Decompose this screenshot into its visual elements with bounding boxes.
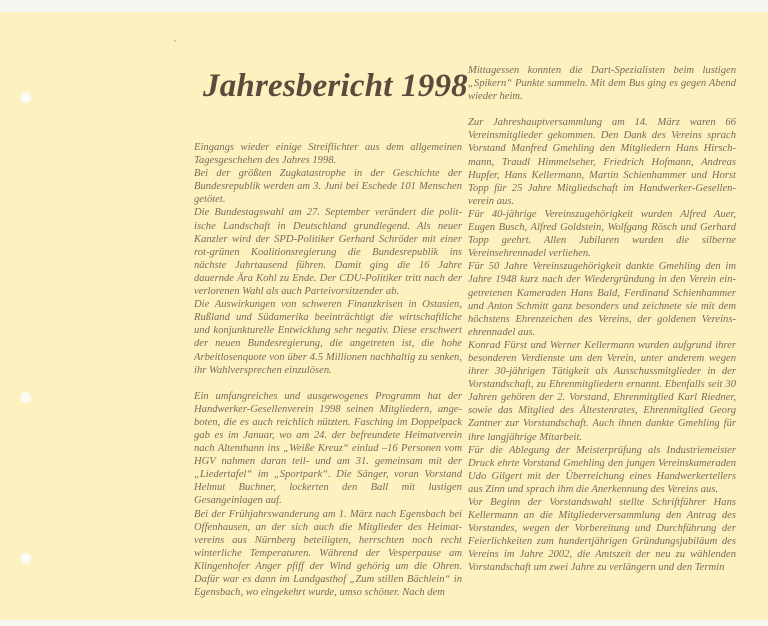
punch-hole — [20, 553, 31, 564]
paragraph: Für 40-jährige Vereinszugehörigkeit wurden Alfred Auer, Eugen Busch, Alfred Goldstein, Wolfgang Rösch und Gerhard Topp geehrt. Allen Jubilaren wurden die silberne Vereinsehrennadel verliehen. — [468, 208, 736, 260]
paragraph: Mittagessen konnten die Dart-Spezialisten beim lustigen „Spikern“ Punkte sammeln. Mit dem Bus ging es gegen Abend wieder heim. — [468, 65, 736, 103]
paragraph: Ein umfangreiches und ausgewogenes Programm hat der Handwerker-Gesellenverein 1998 seinen Mitgliedern, angeboten, die es auch reichlich nützten. Fasching im Doppelpack gab es im Januar, wo am 24. der befreundete Heimatverein nach Altenthann ins „Weiße Kreuz“ einlud –16 Personen vom HGV nahmen daran teil- und am 31. gemeinsam mit der „Liedertafel“ im „Sportpark“. Die Sänger, voran Vorstand Helmut Buchner, lockerten den Ball mit lustigen Gesangeinlagen auf. — [194, 390, 462, 507]
paragraph: Vor Beginn der Vorstandswahl stellte Schriftführer Hans Kellermann an die Mitgliederversammlung den Antrag des Vorstandes, wegen der Vorbereitung und Durchführung der Feierlichkeiten zum hundertjährigen Gründungsjubiläum des Vereins im Jahre 2002, die Amtszeit der neu zu wählenden Vorstandschaft um zwei Jahre zu verlängern und den Termin — [468, 497, 736, 574]
paragraph: Eingangs wieder einige Streiflichter aus dem allgemeinen Tagesgeschehen des Jahres 1998. — [194, 142, 462, 167]
right-column — [468, 64, 736, 575]
paragraph: Zur Jahreshauptversammlung am 14. März waren 66 Vereinsmitglieder gekommen. Den Dank des Vereins sprach Vorstand Manfred Gmehling den Mitgliedern Hans Hirschmann, Traudl Himmelseher, Friedrich Hofmann, Andreas Hupfer, Hans Kellermann, Martin Schienhammer und Horst Topp für 25 Jahre Mitgliedschaft im Handwerker-Gesellenverein aus. — [468, 117, 736, 207]
paragraph: Bei der größten Zugkatastrophe in der Geschichte der Bundesrepublik werden am 3. Juni bei Eschede 101 Menschen getötet. — [194, 168, 462, 206]
paragraph: Bei der Frühjahrswanderung am 1. März nach Egensbach bei Offenhausen, an der sich auch die Mitglieder des Heimatvereins aus Nürnberg beteiligten, herrschten noch recht winterliche Temperaturen. Während der Vesperpause am Klingenhofer Anger pfiff der Wind gehörig um die Ohren. Dafür war es dann im Landgasthof „Zum stillen Bächlein“ in Egensbach, wo eingekehrt wurde, umso schöner. Nach dem — [194, 508, 462, 599]
paper-speck — [174, 40, 176, 42]
punch-hole — [20, 392, 31, 403]
paragraph: Die Bundestagswahl am 27. September verändert die politische Landschaft in Deutschland grundlegend. Als neuer Kanzler wird der SPD-Politiker Gerhard Schröder mit einer rot-grünen Koalitionsregierung die Bundesrepublik ins nächste Jahrtausend führen. Damit ging die 16 Jahre dauernde Ära Kohl zu Ende. Der CDU-Politiker tritt nach der verlorenen Wahl als auch Parteivorsitzender ab. — [194, 207, 462, 298]
paragraph: Für 50 Jahre Vereinszugehörigkeit dankte Gmehling den im Jahre 1948 kurz nach der Wiedergründung in den Verein eingetretenen Kameraden Hans Bald, Ferdinand Schienhammer und Anton Schmitt ganz besonders und zeichnete sie mit dem höchstens Ehrenzeichen des Vereins, der goldenen Vereinsehrennadel aus. — [468, 261, 736, 338]
paragraph: Für die Ablegung der Meisterprüfung als Industriemeister Druck ehrte Vorstand Gmehling den jungen Vereinskameraden Udo Gilgert mit der Überreichung eines Handwerkertellers aus Zinn und sprach ihm die Anerkennung des Vereins aus. — [468, 444, 736, 495]
paragraph: Konrad Fürst und Werner Kellermann wurden aufgrund ihrer besonderen Verdienste um den Verein, unter anderem wegen ihrer 30-jährigen Tätigkeit als Ausschussmitglieder in der Vorstandschaft, zu Ehrenmitgliedern ernannt. Ebenfalls seit 30 Jahren gehören der 2. Vorstand, Ehrenmitglied Karl Riedner, sowie das Mitglied des Ältestenrates, Ehrenmitglied Georg Zantner zur Vorstandschaft. Auch ihnen dankte Gmehling für ihre langjährige Mitarbeit. — [468, 339, 736, 443]
page-title: Jahresbericht 1998 — [203, 68, 468, 104]
punch-hole — [20, 92, 31, 103]
paragraph: Die Auswirkungen von schweren Finanzkrisen in Ostasien, Rußland und Südamerika beeinträchtigt die wirtschaftliche und konjunkturelle Entwicklung sehr negativ. Diese erschwert der neuen Bundesregierung, die angetreten ist, die hohe Arbeitlosenquote von über 4.5 Millionen nachhaltig zu senken, ihr Wahlversprechen einzulösen. — [194, 299, 462, 376]
left-column — [194, 141, 462, 599]
